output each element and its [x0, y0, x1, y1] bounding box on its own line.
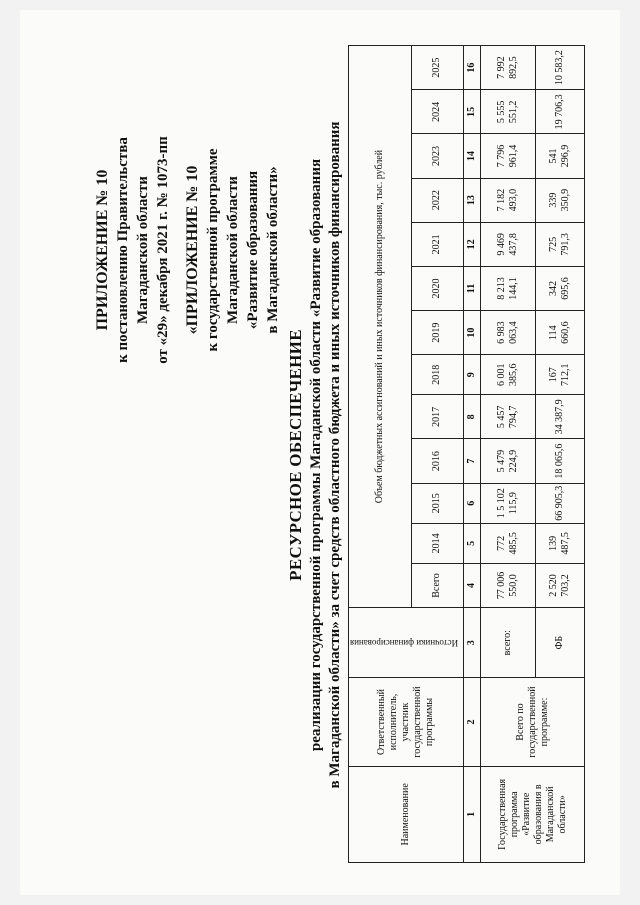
year-header: 2025: [411, 46, 464, 90]
column-number: 8: [464, 395, 481, 439]
value-cell: 8 213 144,1: [481, 266, 536, 310]
value-cell: 6 983 063,4: [481, 311, 536, 355]
column-number: 12: [464, 222, 481, 266]
column-number: 6: [464, 483, 481, 523]
value-cell: 5 479 224,9: [481, 439, 536, 483]
document-subtitle: реализации государственной программы Магаданской области «Развитие образования: [308, 158, 324, 752]
value-cell: 77 006 550,0: [481, 563, 536, 607]
value-cell: 342 695,6: [536, 266, 585, 310]
program-name-cell: Государственная программа «Развитие образования в Магаданской области»: [481, 766, 585, 862]
column-number: 3: [464, 608, 481, 678]
table-row: [481, 46, 536, 863]
document-title-block: [285, 25, 345, 885]
value-cell: 5 457 794,7: [481, 395, 536, 439]
column-number: 15: [464, 90, 481, 134]
appendix-program-number: «ПРИЛОЖЕНИЕ № 10: [184, 165, 201, 335]
appendix-ref-line: к постановлению Правительства: [115, 137, 131, 363]
column-number: 14: [464, 134, 481, 178]
value-cell: 7 796 961,4: [481, 134, 536, 178]
executor-cell: Всего по государственной программе:: [481, 678, 585, 766]
year-header: 2021: [411, 222, 464, 266]
value-cell: 339 350,9: [536, 178, 585, 222]
year-header: 2019: [411, 311, 464, 355]
column-number: 1: [464, 766, 481, 862]
column-number: 4: [464, 563, 481, 607]
value-cell: 772 485,5: [481, 523, 536, 563]
appendix-header: [93, 45, 283, 455]
appendix-program-line: Магаданской области: [225, 176, 241, 324]
value-cell: 7 182 493,0: [481, 178, 536, 222]
header-volume: Объем бюджетных ассигнований и иных источников финансирования, тыс. рублей: [349, 46, 412, 608]
year-header: 2015: [411, 483, 464, 523]
year-header: 2020: [411, 266, 464, 310]
appendix-program-line: в Магаданской области»: [265, 166, 281, 334]
document-title: РЕСУРСНОЕ ОБЕСПЕЧЕНИЕ: [286, 329, 305, 581]
value-cell: 66 905,3: [536, 483, 585, 523]
column-number: 7: [464, 439, 481, 483]
appendix-ref-line: Магаданской области: [135, 176, 151, 324]
value-cell: 541 296,9: [536, 134, 585, 178]
appendix-date-line: от «29» декабря 2021 г. № 1073-пп: [155, 136, 171, 364]
column-number: 5: [464, 523, 481, 563]
funding-table: [348, 45, 585, 863]
value-cell: 167 712,1: [536, 355, 585, 395]
column-number: 10: [464, 311, 481, 355]
column-number: 2: [464, 678, 481, 766]
header-source-label: Источники финансирования: [350, 638, 459, 649]
column-number: 16: [464, 46, 481, 90]
value-cell: 9 469 437,8: [481, 222, 536, 266]
value-cell: 18 065,6: [536, 439, 585, 483]
value-cell: 139 487,5: [536, 523, 585, 563]
column-number: 9: [464, 355, 481, 395]
source-cell: ФБ: [536, 608, 585, 678]
header-executor: Ответственный исполнитель, участник государственной программы: [349, 678, 464, 766]
appendix-program-line: к государственной программе: [205, 148, 221, 352]
year-header: 2022: [411, 178, 464, 222]
year-header: 2024: [411, 90, 464, 134]
value-cell: 725 791,3: [536, 222, 585, 266]
value-cell: 5 555 551,2: [481, 90, 536, 134]
value-cell: 10 583,2: [536, 46, 585, 90]
value-cell: 6 001 385,6: [481, 355, 536, 395]
document-subtitle: в Магаданской области» за счет средств областного бюджета и иных источников финансирования: [327, 121, 343, 789]
rotated-landscape-content: [65, 25, 585, 885]
year-header: 2014: [411, 523, 464, 563]
value-cell: 7 992 892,5: [481, 46, 536, 90]
year-header: 2017: [411, 395, 464, 439]
value-cell: 1 5 102 115,9: [481, 483, 536, 523]
appendix-number: ПРИЛОЖЕНИЕ № 10: [94, 169, 111, 331]
header-source: [349, 608, 464, 678]
header-name: Наименование: [349, 766, 464, 862]
value-cell: 34 387,9: [536, 395, 585, 439]
column-number: 11: [464, 266, 481, 310]
year-header: Всего: [411, 563, 464, 607]
document-page: [20, 10, 620, 895]
year-header: 2023: [411, 134, 464, 178]
value-cell: 114 660,6: [536, 311, 585, 355]
year-header: 2016: [411, 439, 464, 483]
source-cell: всего:: [481, 608, 536, 678]
value-cell: 2 520 703,2: [536, 563, 585, 607]
column-number: 13: [464, 178, 481, 222]
appendix-program-line: «Развитие образования: [245, 170, 261, 330]
year-header: 2018: [411, 355, 464, 395]
value-cell: 19 706,3: [536, 90, 585, 134]
